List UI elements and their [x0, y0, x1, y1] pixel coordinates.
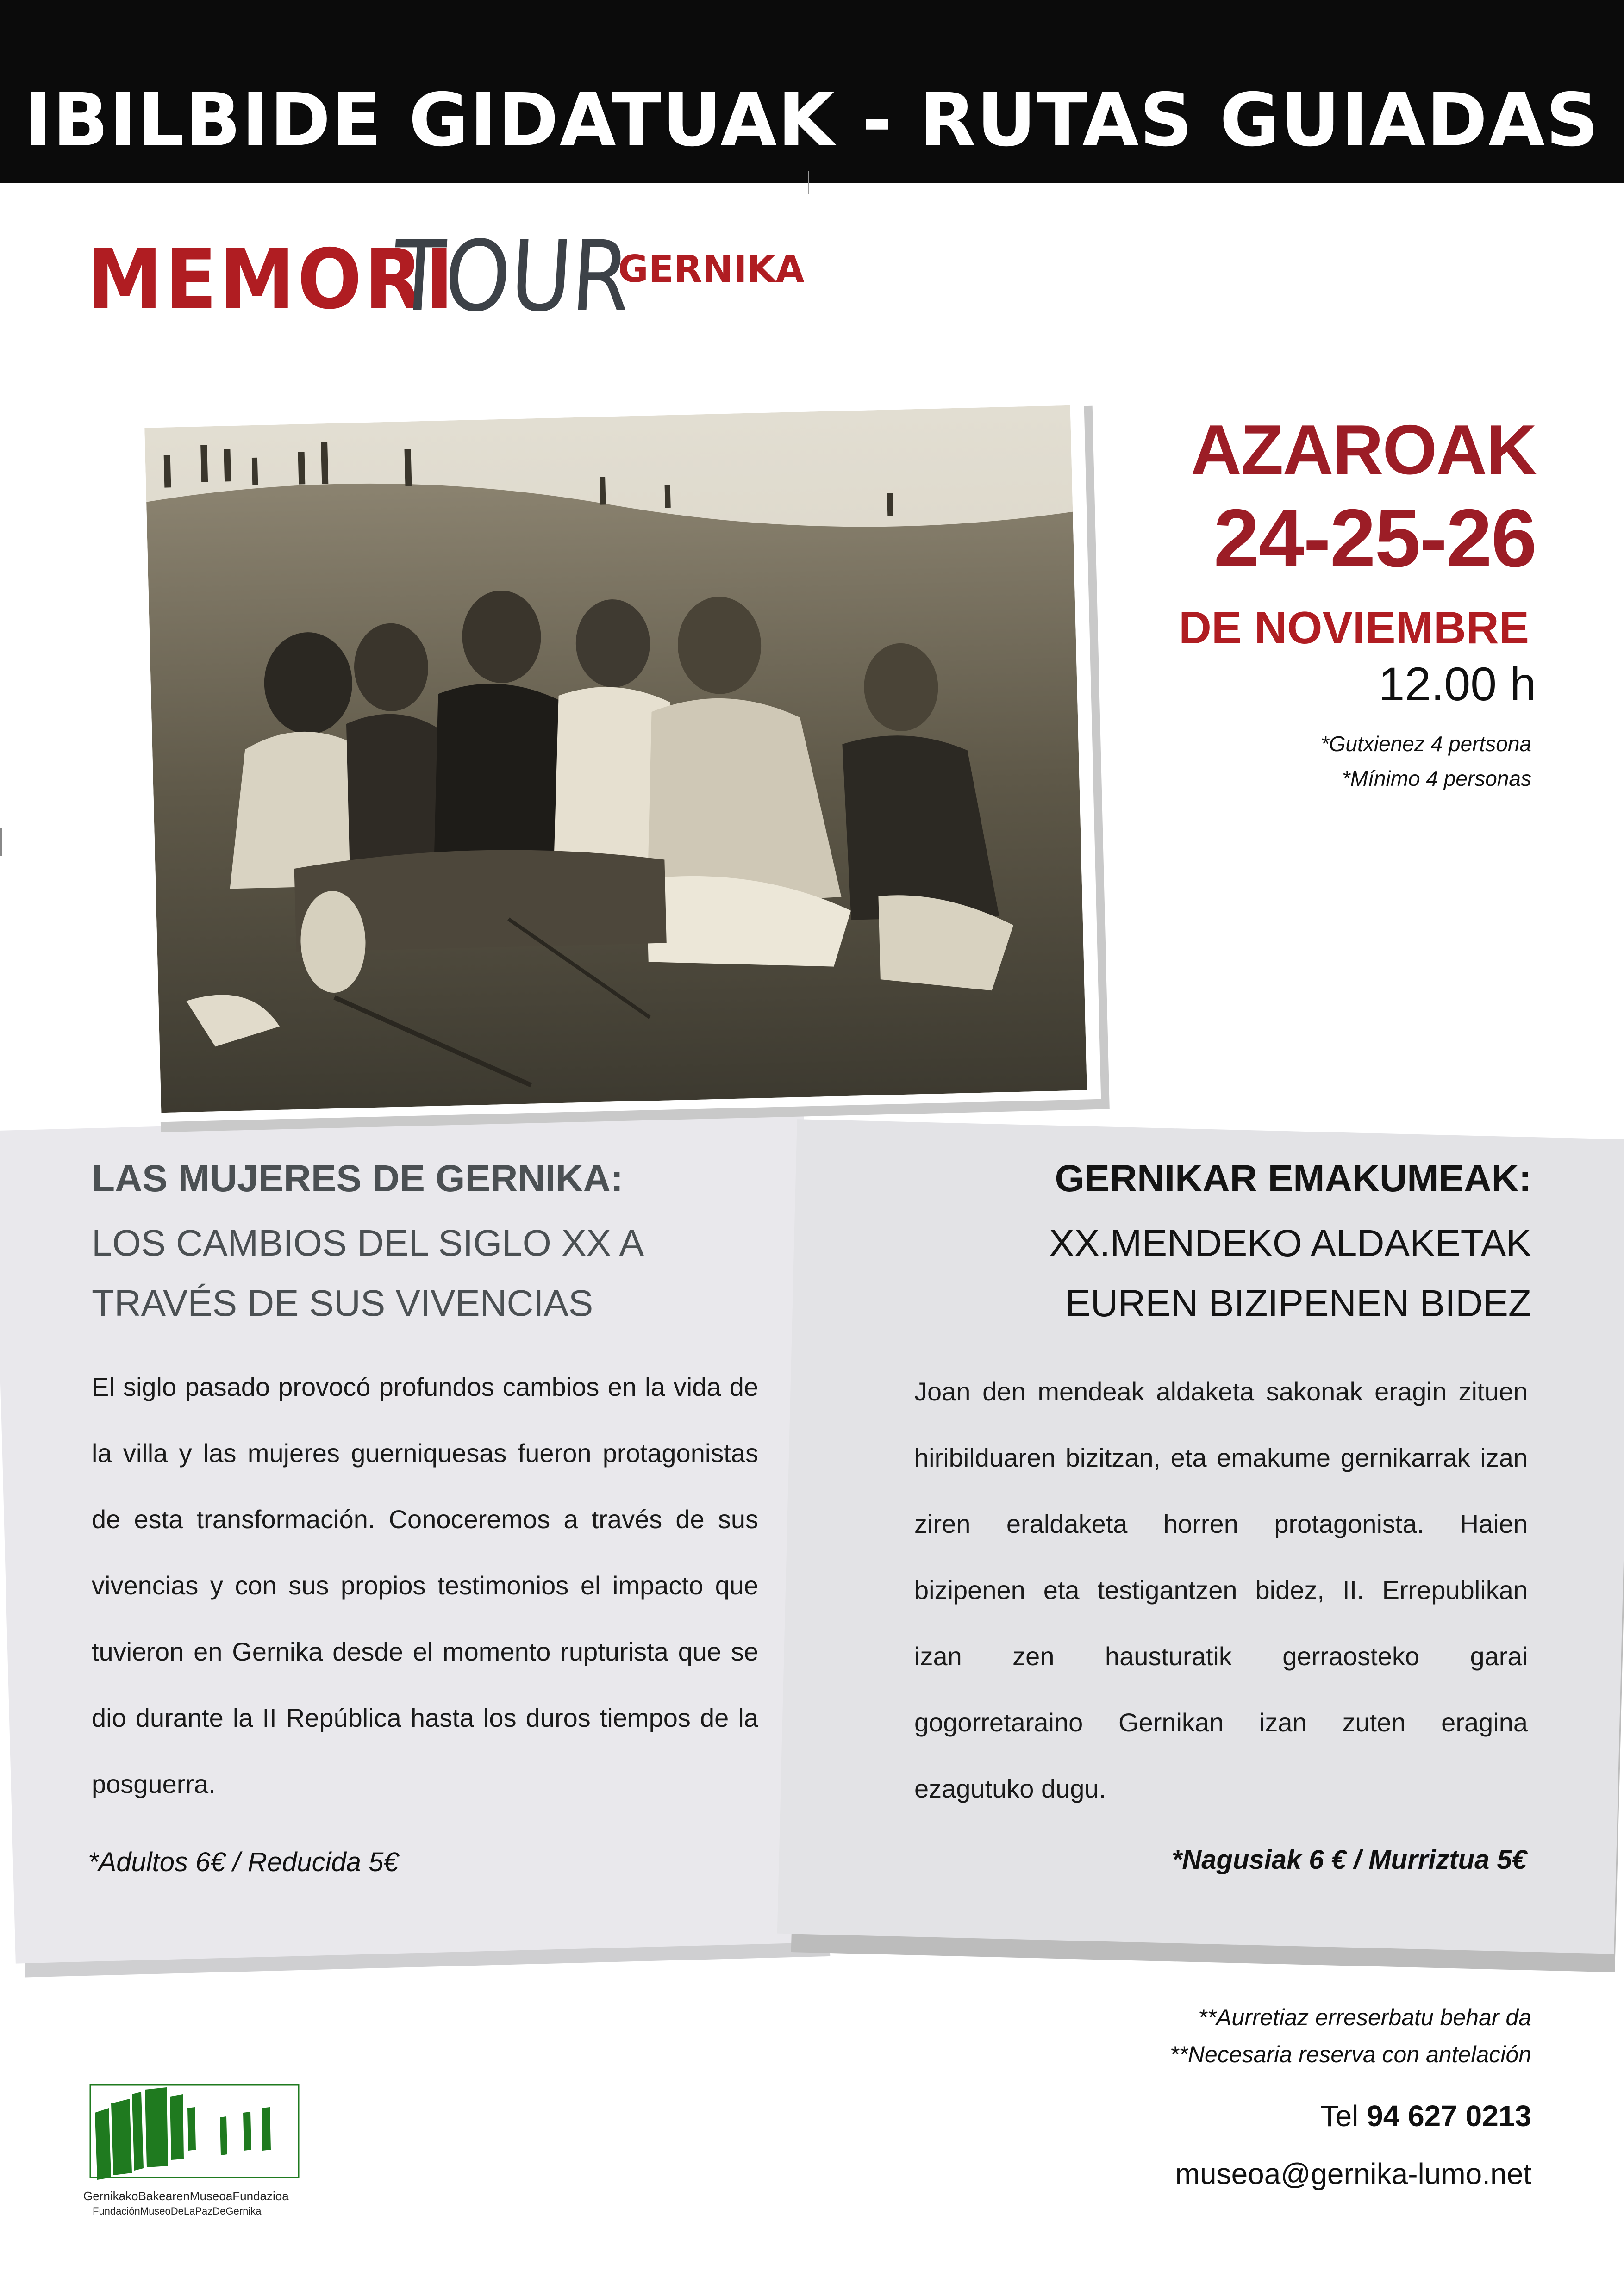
spanish-title: LAS MUJERES DE GERNIKA: — [92, 1157, 624, 1200]
minimum-people-spanish: *Mínimo 4 personas — [1342, 766, 1531, 790]
divider-mark — [808, 171, 809, 194]
foundation-logo-icon — [86, 2080, 303, 2182]
spanish-subtitle-line1: LOS CAMBIOS DEL SIGLO XX A — [92, 1222, 644, 1263]
event-time: 12.00 h — [1378, 658, 1536, 710]
memoritour-logo-memori: MEMORI — [87, 231, 456, 327]
foundation-name-spanish: FundaciónMuseoDeLaPazDeGernika — [93, 2205, 262, 2217]
phone-line — [1321, 2099, 1532, 2133]
email-link[interactable]: museoa@gernika-lumo.net — [1175, 2157, 1531, 2190]
date-days: 24-25-26 — [1213, 492, 1536, 584]
spanish-description: El siglo pasado provocó profundos cambios en la vida de la villa y las mujeres guerniquesas fueron protagonistas de esta transformación. Conoceremos a través de sus vivencias y con sus propios testimonios el impacto que tuvieron en Gernika desde el momento rupturista que se dio durante la II República hasta los duros tiempos de la posguerra. — [92, 1372, 758, 1798]
historic-photo-icon — [144, 405, 1087, 1113]
reservation-note-basque: **Aurretiaz erreserbatu behar da — [1198, 2004, 1531, 2030]
spanish-subtitle-line2: TRAVÉS DE SUS VIVENCIAS — [92, 1282, 593, 1324]
page-title: IBILBIDE GIDATUAK - RUTAS GUIADAS — [25, 78, 1599, 163]
phone-label: Tel — [1320, 2099, 1359, 2133]
divider-mark — [0, 828, 2, 856]
foundation-name-basque: GernikakoBakearenMuseoaFundazioa — [83, 2189, 289, 2203]
basque-price: *Nagusiak 6 € / Murriztua 5€ — [1171, 1845, 1527, 1875]
memoritour-logo-gernika: GERNIKA — [618, 248, 805, 291]
minimum-people-basque: *Gutxienez 4 pertsona — [1320, 732, 1531, 756]
reservation-note-spanish: **Necesaria reserva con antelación — [1170, 2041, 1531, 2067]
basque-title: GERNIKAR EMAKUMEAK: — [1055, 1157, 1531, 1200]
header-bar — [0, 0, 1624, 183]
spanish-price: *Adultos 6€ / Reducida 5€ — [88, 1847, 399, 1877]
phone-number[interactable]: 94 627 0213 — [1367, 2099, 1531, 2133]
basque-subtitle-line1: XX.MENDEKO ALDAKETAK — [1049, 1222, 1531, 1264]
date-month-spanish: DE NOVIEMBRE — [1179, 602, 1529, 653]
memoritour-logo-tour: TOUR — [390, 220, 634, 333]
basque-subtitle-line2: EUREN BIZIPENEN BIDEZ — [1065, 1282, 1531, 1325]
date-month-basque: AZAROAK — [1191, 411, 1536, 489]
basque-description: Joan den mendeak aldaketa sakonak eragin zituen hiribilduaren bizitzan, eta emakume gernikarrak izan ziren eraldaketa horren protagonista. Haien bizipenen eta testigantzen bidez, II. Errepublikan izan zen hausturatik gerraosteko garai gogorretaraino Gernikan izan zuten eragina ezagutuko dugu. — [914, 1377, 1528, 1803]
